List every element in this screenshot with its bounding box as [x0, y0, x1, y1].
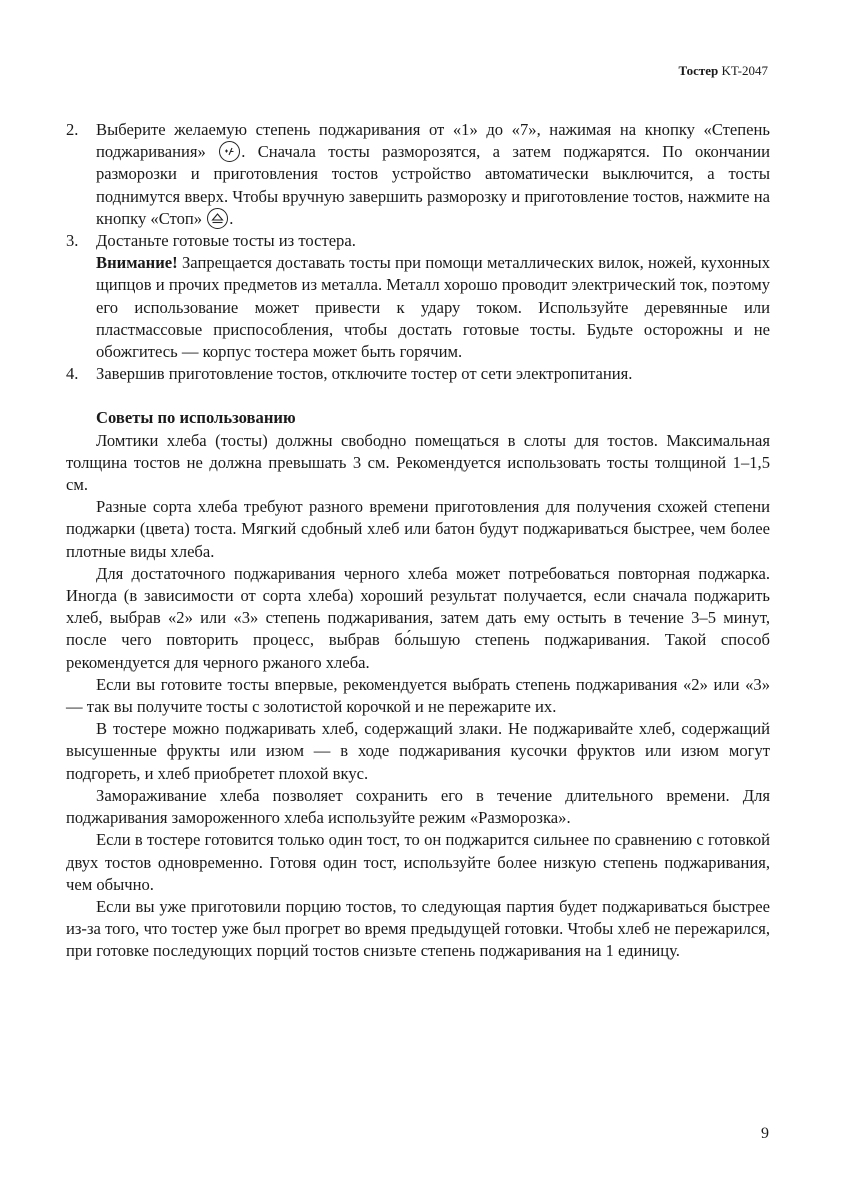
stop-eject-icon	[207, 208, 228, 229]
tips-paragraph: В тостере можно поджаривать хлеб, содержащий злаки. Не поджаривайте хлеб, содержащий высушенные фрукты или изюм — в ходе поджаривания кусочки фруктов или изюм могут подгореть, и хлеб приобретет плохой вкус.	[66, 719, 770, 783]
tips-section	[66, 407, 770, 962]
tips-paragraph: Замораживание хлеба позволяет сохранить его в течение длительного времени. Для поджаривания замороженного хлеба используйте режим «Разморозка».	[66, 785, 770, 828]
step-number: 4.	[66, 364, 79, 384]
step-2	[66, 119, 770, 230]
running-header	[679, 63, 768, 79]
tips-paragraph: Если вы уже приготовили порцию тостов, то следующая партия будет поджариваться быстрее из-за того, что тостер уже был прогрет во время предыдущей готовки. Чтобы хлеб не пережарился, при готовке последующих порций тостов снизьте степень поджаривания на 1 единицу.	[66, 896, 770, 961]
tips-paragraph: Для достаточного поджаривания черного хлеба может потребоваться повторная поджарка. Иногда (в зависимости от сорта хлеба) хороший результат получается, если сначала поджарить хлеб, выбрав «2» или «3» степень поджаривания, затем дать ему остыть в течение 3–5 минут, после чего повторить процесс, выбрав бо́льшую степень поджаривания. Такой способ рекомендуется для черного ржаного хлеба.	[66, 563, 770, 672]
page-body	[66, 119, 770, 963]
tips-paragraph: Если вы готовите тосты впервые, рекомендуется выбрать степень поджаривания «2» или «3» — так вы получите тосты с золотистой корочкой и не пережарите их.	[66, 674, 770, 717]
step-text-part: . Сначала тосты разморозятся, а затем поджарятся. По окончании разморозки и приготовления тостов устройство автоматически выключится, а тосты поднимутся вверх. Чтобы вручную завершить разморозку и приготовление тостов, нажмите на кнопку «Стоп»	[96, 142, 770, 228]
warning-text	[96, 252, 770, 363]
step-3	[66, 230, 770, 363]
warning-label: Внимание!	[96, 253, 178, 273]
step-text	[96, 119, 770, 230]
instruction-steps	[66, 119, 770, 385]
tips-paragraph: Ломтики хлеба (тосты) должны свободно помещаться в слоты для тостов. Максимальная толщина тостов не должна превышать 3 см. Рекомендуется использовать тосты толщиной 1–1,5 см.	[66, 430, 770, 495]
step-text: Завершив приготовление тостов, отключите тостер от сети электропитания.	[96, 364, 633, 384]
tips-heading: Советы по использованию	[96, 408, 296, 428]
tips-paragraph: Разные сорта хлеба требуют разного времени приготовления для получения схожей степени поджарки (цвета) тоста. Мягкий сдобный хлеб или батон будут поджариваться быстрее, чем более плотные виды хлеба.	[66, 497, 770, 561]
step-number: 3.	[66, 231, 79, 251]
step-text-part: .	[229, 208, 234, 228]
step-text: Достаньте готовые тосты из тостера.	[96, 231, 356, 251]
toast-level-icon	[219, 141, 240, 162]
step-4	[66, 363, 770, 385]
step-number: 2.	[66, 120, 79, 139]
page-number: 9	[761, 1125, 769, 1142]
header-product: Тостер	[678, 63, 719, 78]
step-text-part: Выберите желаемую степень поджаривания от «1» до «7», нажимая на кнопку «Степень поджаривания»	[96, 120, 770, 162]
header-model: KT-2047	[718, 63, 768, 78]
tips-paragraph: Если в тостере готовится только один тост, то он поджарится сильнее по сравнению с готовкой двух тостов одновременно. Готовя один тост, используйте более низкую степень поджаривания, чем обычно.	[66, 830, 770, 894]
warning-body: Запрещается доставать тосты при помощи металлических вилок, ножей, кухонных щипцов и прочих предметов из металла. Металл хорошо проводит электрический ток, поэтому его использование может привести к удару током. Используйте деревянные или пластмассовые приспособления, чтобы достать готовые тосты. Будьте осторожны и не обожгитесь — корпус тостера может быть горячим.	[96, 253, 770, 362]
